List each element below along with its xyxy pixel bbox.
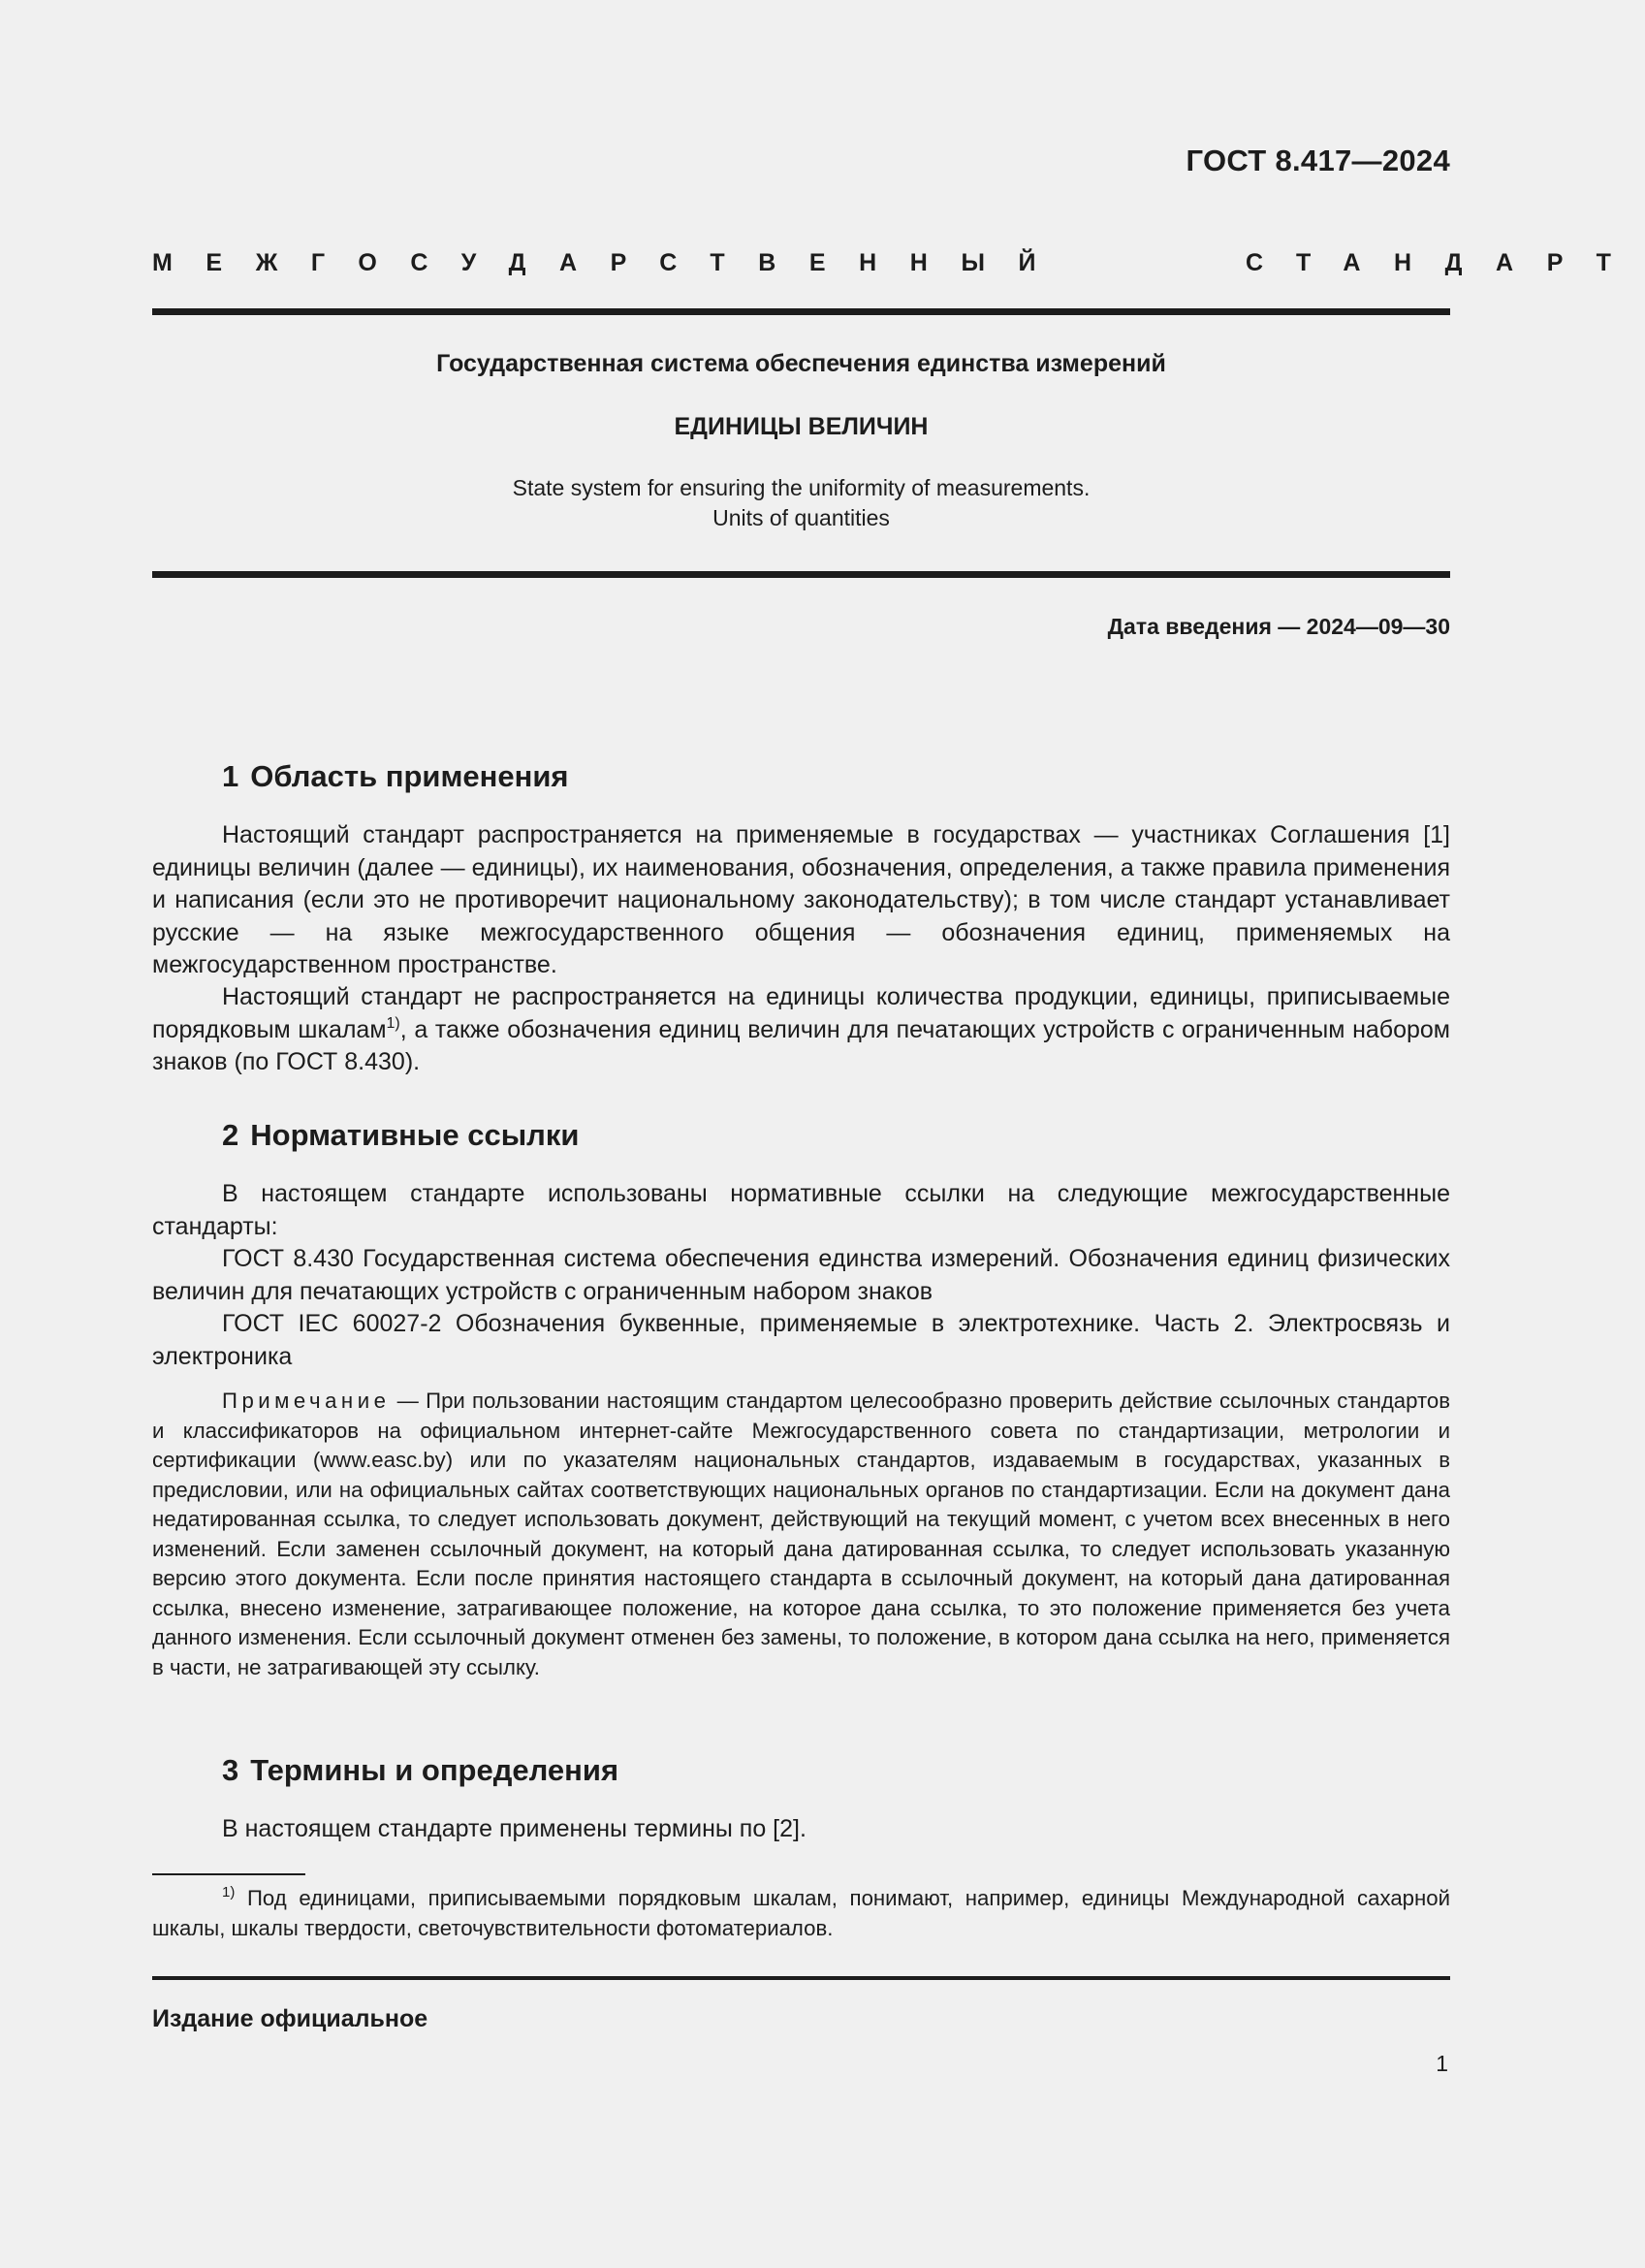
section-title: Нормативные ссылки (250, 1118, 580, 1152)
footnote-marker: 1) (222, 1884, 236, 1901)
footnote-separator (152, 1873, 305, 1875)
section-title: Область применения (250, 759, 569, 793)
normative-reference-1: ГОСТ 8.430 Государственная система обеспечения единства измерений. Обозначения единиц физических величин для печатающих устройств с ограниченным набором знаков (152, 1245, 1450, 1305)
page-number: 1 (1436, 2051, 1448, 2076)
units-title-en: Units of quantities (712, 505, 890, 530)
section-2-heading (222, 1118, 579, 1153)
section-3-paragraph-1: В настоящем стандарте применены термины по [2]. (222, 1815, 807, 1842)
note-text: — При пользовании настоящим стандартом целесообразно проверить действие ссылочных стандартов и классификаторов на официальном интернет-сайте Межгосударственного совета по стандартизации, метрологии и сертификации (www.easc.by) или по указателям национальных стандартов, издаваемым в государствах, указанных в предисловии, или на официальных сайтах соответствующих национальных органов по стандартизации. Если на документ дана недатированная ссылка, то следует использовать документ, действующий на текущий момент, с учетом всех внесенных в него изменений. Если заменен ссылочный документ, на который дана датированная ссылка, то следует использовать указанную версию этого документа. Если после принятия настоящего стандарта в ссылочный документ, на который дана датированная ссылка, внесено изменение, затрагивающее положение, на которое дана ссылка, то это положение применяется без учета данного изменения. Если ссылочный документ отменен без замены, то положение, в котором дана ссылка на него, применяется в части, не затрагивающей эту ссылку. (152, 1389, 1450, 1679)
document-code: ГОСТ 8.417—2024 (1186, 144, 1450, 177)
introduction-date: Дата введения — 2024—09—30 (1107, 614, 1450, 639)
section-1-heading (222, 759, 569, 794)
section-title: Термины и определения (250, 1753, 619, 1787)
section-2-intro: В настоящем стандарте использованы нормативные ссылки на следующие межгосударственные стандарты: (152, 1180, 1450, 1240)
system-title-en: State system for ensuring the uniformity of measurements. (512, 475, 1091, 500)
banner-word-standard: СТАНДАРТ (1246, 249, 1645, 276)
section-number: 3 (222, 1753, 239, 1787)
footnote (152, 1883, 1450, 1943)
system-title-ru: Государственная система обеспечения единства измерений (436, 350, 1166, 377)
section-1-paragraph-1: Настоящий стандарт распространяется на применяемые в государствах — участниках Соглашения [1] единицы величин (далее — единицы), их наименования, обозначения, определения, а также правила применения и написания (если это не противоречит национальному законодательству); в том числе стандарт устанавливает русские — на языке межгосударственного общения — обозначения единиц, применяемых на межгосударственном пространстве. (152, 821, 1450, 978)
official-edition-label: Издание официальное (152, 2005, 428, 2032)
normative-reference-2: ГОСТ IEC 60027-2 Обозначения буквенные, применяемые в электротехнике. Часть 2. Электросвязь и электроника (152, 1310, 1450, 1370)
footnote-reference[interactable]: 1) (386, 1014, 400, 1032)
document-title-ru: ЕДИНИЦЫ ВЕЛИЧИН (674, 413, 929, 440)
footer-rule (152, 1976, 1450, 1980)
footnote-text: Под единицами, приписываемыми порядковым шкалам, понимают, например, единицы Международной сахарной шкалы, шкалы твердости, светочувствительности фотоматериалов. (152, 1886, 1450, 1940)
banner-word-interstate: МЕЖГОСУДАРСТВЕННЫЙ (152, 249, 1070, 276)
top-thick-rule (152, 308, 1450, 315)
document-title-en (152, 473, 1450, 533)
section-number: 1 (222, 759, 239, 793)
section-3-heading (222, 1753, 618, 1788)
section-2-note (152, 1387, 1450, 1682)
note-label: Примечание (222, 1389, 391, 1413)
section-number: 2 (222, 1118, 239, 1152)
section-1-paragraph-2: Настоящий стандарт не распространяется на единицы количества продукции, единицы, приписываемые порядковым шкалам$^{1)}$, а также обозначения единиц величин для печатающих устройств с ограниченным набором знаков (по ГОСТ 8.430). (152, 983, 1450, 1075)
title-bottom-rule (152, 571, 1450, 578)
